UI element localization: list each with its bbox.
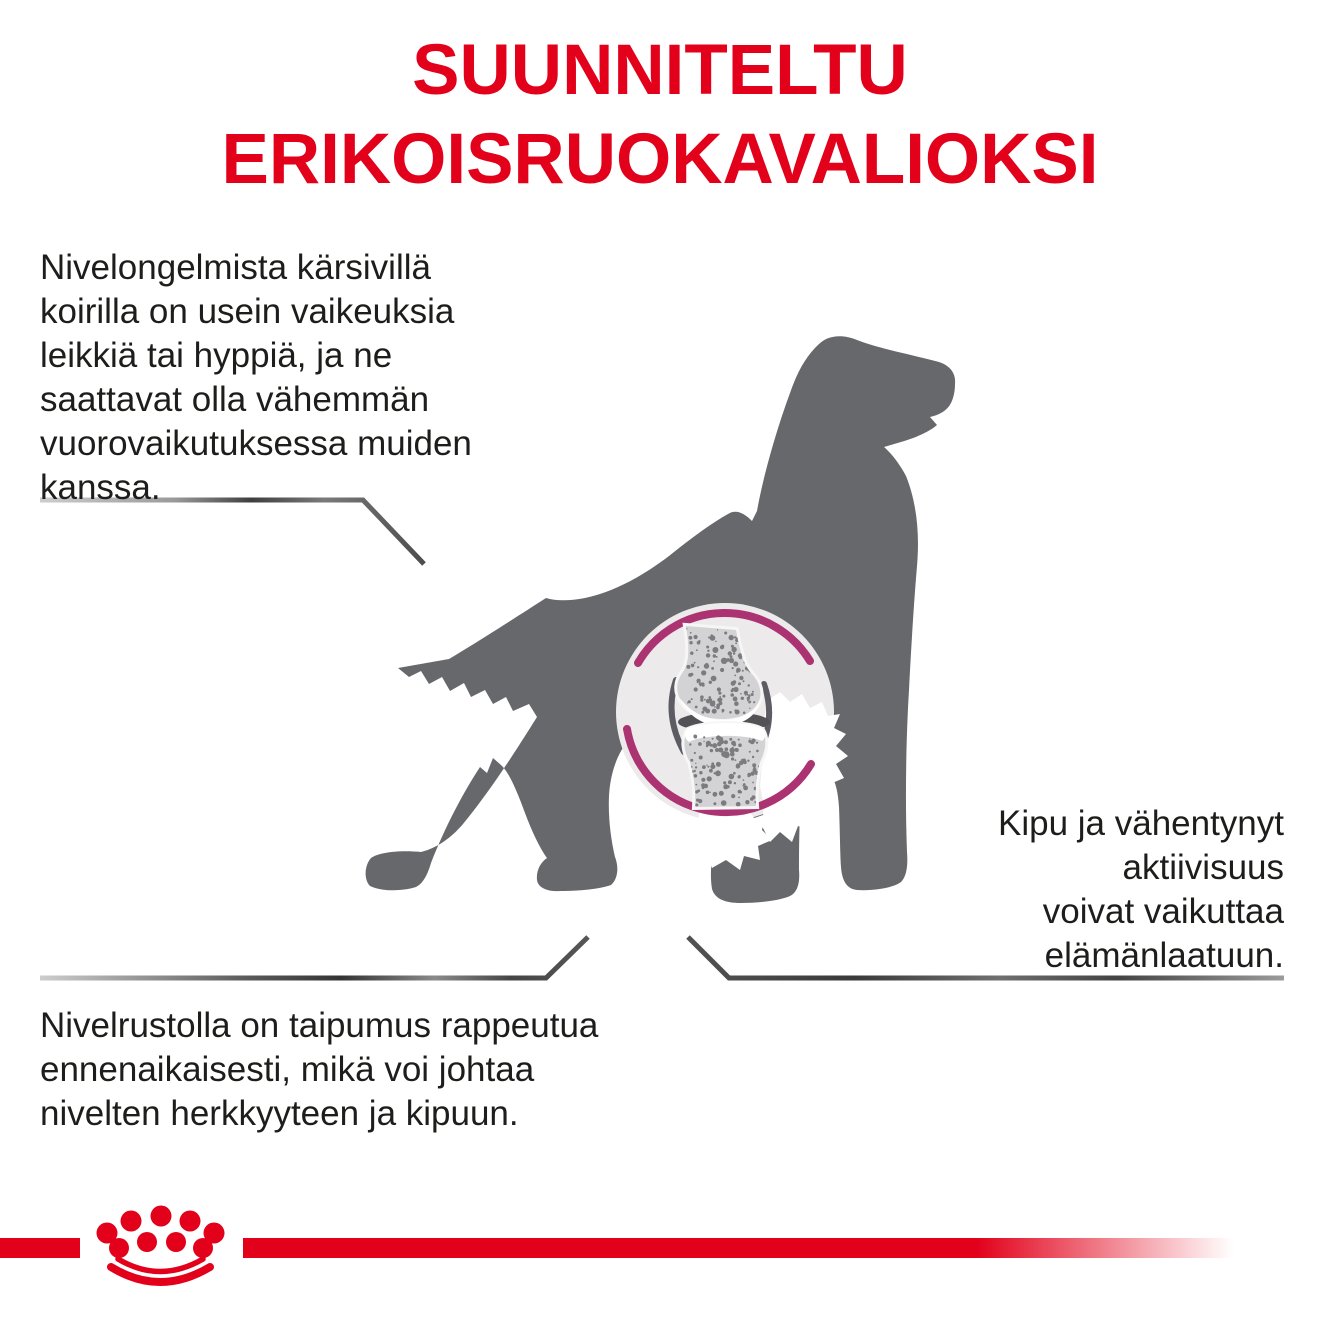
note-line: Nivelrustolla on taipumus rappeutua	[40, 1006, 599, 1045]
brand-stripe-left	[0, 1238, 80, 1258]
note-line: aktiivisuus	[1122, 848, 1284, 887]
note-line: Nivelongelmista kärsivillä	[40, 248, 431, 287]
note-line: elämänlaatuun.	[1044, 936, 1284, 975]
note-line: saattavat olla vähemmän	[40, 380, 430, 419]
note-pain-activity	[998, 802, 1284, 978]
note-line: vuorovaikutuksessa muiden	[40, 424, 472, 463]
note-line: koirilla on usein vaikeuksia	[40, 292, 455, 331]
note-line: voivat vaikuttaa	[1042, 892, 1284, 931]
brand-stripe-right	[243, 1238, 1233, 1258]
note-line: nivelten herkkyyteen ja kipuun.	[40, 1094, 519, 1133]
note-line: Kipu ja vähentynyt	[997, 804, 1284, 843]
brand-footer	[0, 1206, 1233, 1283]
page-title	[0, 26, 1320, 204]
note-cartilage	[40, 1004, 598, 1136]
callout-line-bottom-left	[40, 937, 588, 978]
note-line: leikkiä tai hyppiä, ja ne	[40, 336, 393, 375]
note-line: kanssa.	[40, 468, 161, 507]
page-title-line-2: ERIKOISRUOKAVALIOKSI	[221, 120, 1099, 199]
royal-canin-crown-icon	[97, 1206, 225, 1283]
note-line: ennenaikaisesti, mikä voi johtaa	[40, 1050, 535, 1089]
note-joint-problems	[40, 246, 472, 510]
page-title-line-1: SUUNNITELTU	[412, 31, 908, 110]
